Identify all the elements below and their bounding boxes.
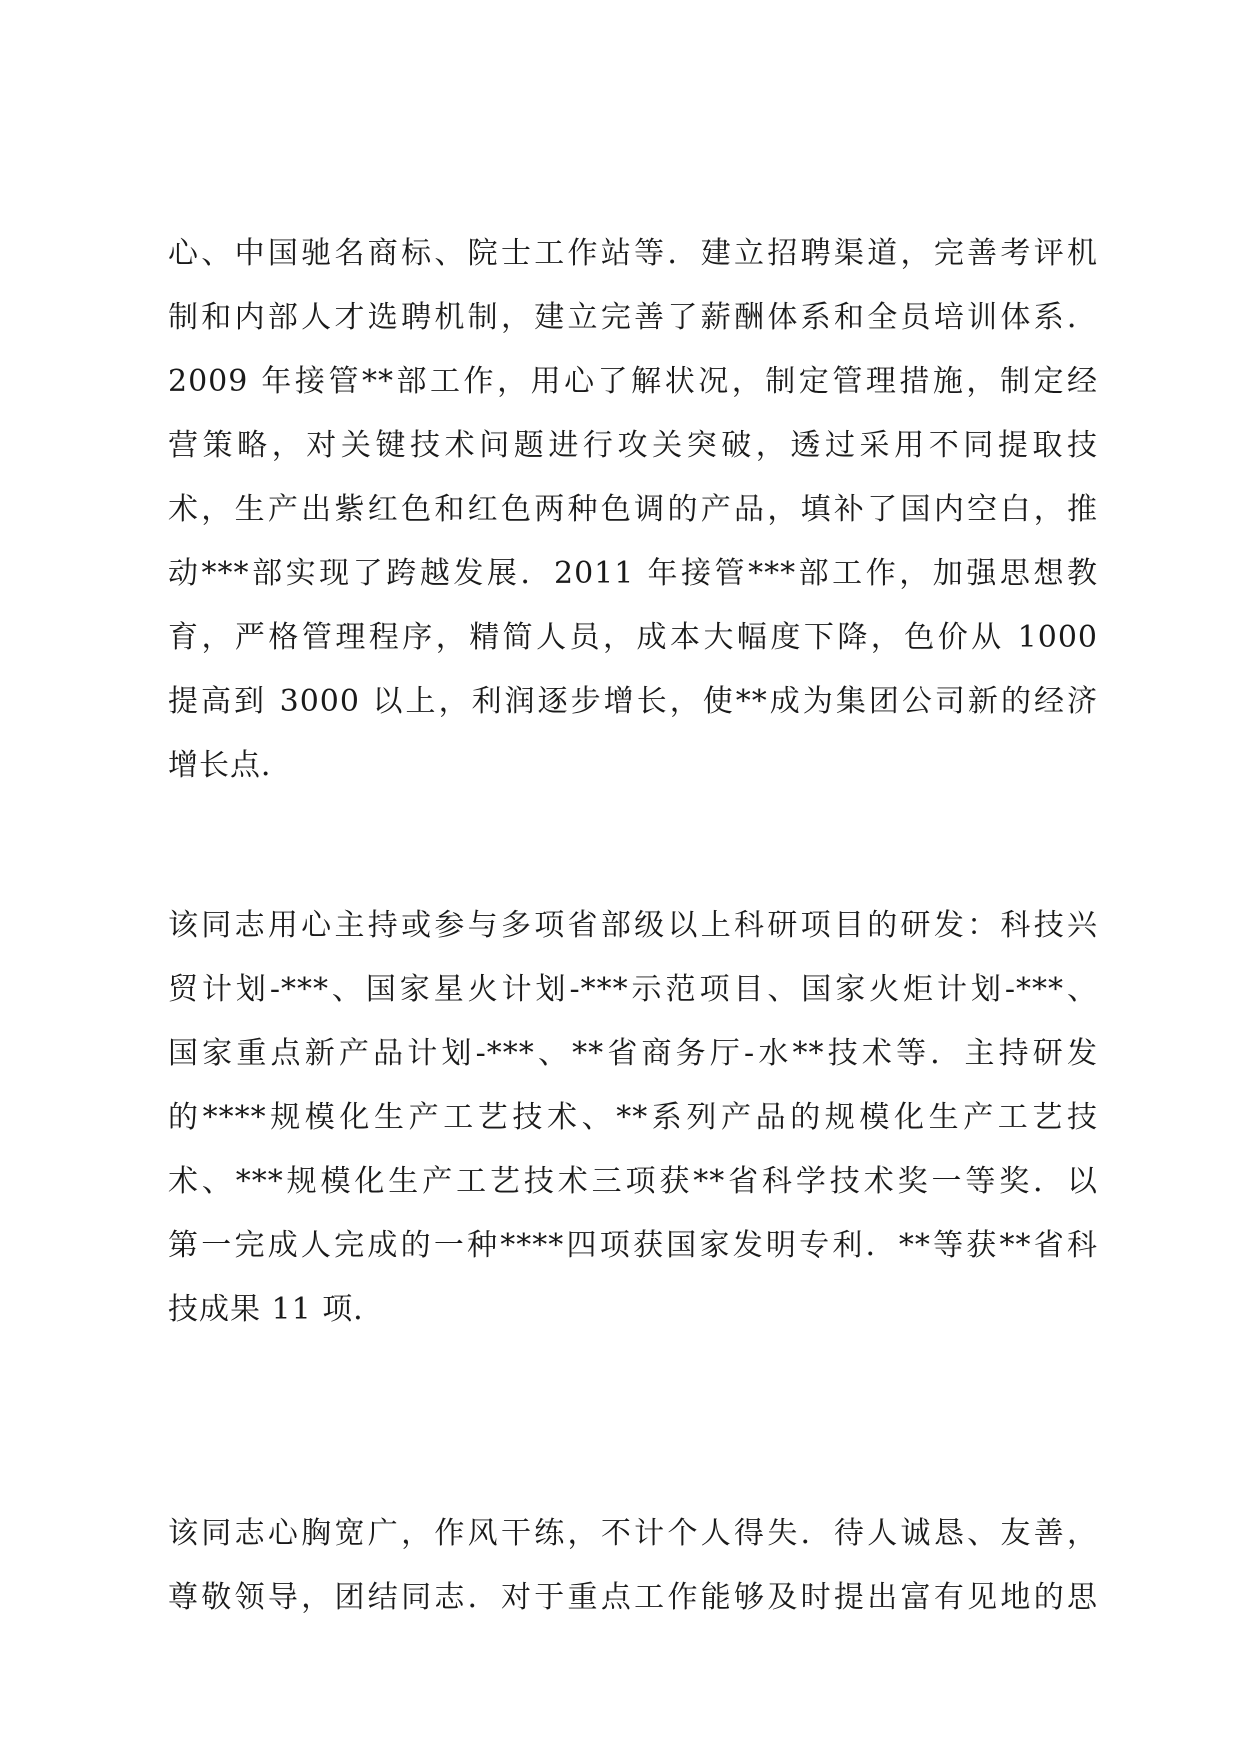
- text-line: 贸计划-***、国家星火计划-***示范项目、国家火炬计划-***、: [168, 972, 1098, 1007]
- text-line: 心、中国驰名商标、院士工作站等．建立招聘渠道，完善考评机: [168, 236, 1098, 271]
- text-line: 的****规模化生产工艺技术、**系列产品的规模化生产工艺技: [168, 1100, 1098, 1135]
- text-line: 增长点．: [168, 748, 292, 783]
- paragraph-character: [168, 1502, 1098, 1630]
- text-line: 提高到 3000 以上，利润逐步增长，使**成为集团公司新的经济: [168, 684, 1098, 719]
- text-line: 育，严格管理程序，精简人员，成本大幅度下降，色价从 1000: [168, 620, 1098, 655]
- text-line: 术，生产出紫红色和红色两种色调的产品，填补了国内空白，推: [168, 492, 1098, 527]
- text-line: 动***部实现了跨越发展．2011 年接管***部工作，加强思想教: [168, 556, 1098, 591]
- text-line: 2009 年接管**部工作，用心了解状况，制定管理措施，制定经: [168, 364, 1098, 399]
- paragraph-research-projects: [168, 894, 1098, 1342]
- text-line: 技成果 11 项．: [168, 1292, 385, 1327]
- text-line: 第一完成人完成的一种****四项获国家发明专利．**等获**省科: [168, 1228, 1098, 1263]
- text-line: 制和内部人才选聘机制，建立完善了薪酬体系和全员培训体系．: [168, 300, 1098, 335]
- text-line: 营策略，对关键技术问题进行攻关突破，透过采用不同提取技: [168, 428, 1098, 463]
- paragraph-career-history: [168, 222, 1098, 798]
- text-line: 该同志心胸宽广，作风干练，不计个人得失．待人诚恳、友善，: [168, 1516, 1098, 1551]
- text-line: 该同志用心主持或参与多项省部级以上科研项目的研发：科技兴: [168, 908, 1098, 943]
- text-line: 国家重点新产品计划-***、**省商务厅-水**技术等．主持研发: [168, 1036, 1098, 1071]
- text-line: 术、***规模化生产工艺技术三项获**省科学技术奖一等奖．以: [168, 1164, 1098, 1199]
- text-line: 尊敬领导，团结同志．对于重点工作能够及时提出富有见地的思: [168, 1580, 1098, 1615]
